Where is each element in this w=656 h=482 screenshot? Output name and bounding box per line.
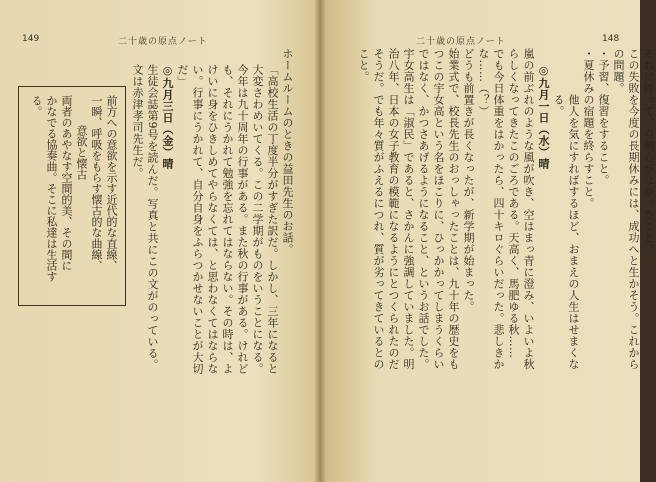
diary-date: ◎九月一日（水）晴: [537, 64, 550, 170]
poem-line: 意欲と懐古: [75, 125, 88, 180]
paragraph: ホームルームのときの益田先生のお話。: [281, 48, 294, 255]
paragraph: 他人を気にすればするほど、おまえの人生はせまくなる。: [552, 94, 580, 370]
body-text: [356, 48, 656, 378]
diary-date: ◎九月三日（金）晴: [161, 64, 174, 170]
page-number: 148: [602, 34, 620, 44]
right-page: [320, 0, 655, 482]
quote-paragraph: 「高校生活の丁度半分がすぎた訳だ。しかし、三年になると大変さわめいてくる。この二学期がものをいうことになる。今年は九十周年の行事がある。また秋の行事がある。けれども、それにうかれて勉強を忘れてはならない。その時は、よけいに身をひきしめてやらなくては、と思わなくてはならない。行事にうかれて、自分自身をふらつかせないことが大切だ」: [176, 64, 279, 375]
paragraph: 始業式で、校長先生のおっしゃったことは、九十年の歴史をもつこの宇女高という名をほこりに、ひっかかってしまうくらいではなく、かつさあげるようになること、というお話でした。宇女高生は「淑民」であると、さかんに強調していました。明治八年、日本の女子教育の模範になるようにとつくられたのだそうだ。でも年々質がふえるにつれ、質が劣ってきているとのこと。: [357, 48, 460, 370]
running-head: 二十歳の原点ノート: [118, 37, 208, 47]
poem-box: [18, 86, 126, 306]
paragraph: それに伴って、自制心がなかったこと。: [642, 48, 655, 255]
list-item: ・予習、復習をすること。: [597, 48, 610, 186]
body-text: [130, 48, 295, 378]
paragraph: どうも前置きが長くなったが、新学期が始まった。: [462, 48, 475, 313]
poem-line: 前方への意欲を示す近代的な直線、: [105, 95, 118, 271]
book-gutter: [314, 0, 326, 482]
poem-line: 両者のあやなす空間的美、その間に: [60, 95, 73, 271]
poem-line: かなでる協奏曲。そこに私達は生活する。: [30, 95, 58, 282]
paragraph: でも今日体重をはかったら、四十キロぐらいだった。悲しきかな……（？）: [477, 48, 505, 370]
list-item: ・夏休みの宿題を終らすこと。: [582, 48, 595, 209]
paragraph: 嵐の前ぶれのような風が吹き、空はまっ青に澄み、いよいよ秋らしくなってきたこのごろである。天高く、馬肥ゆる秋……: [507, 48, 535, 370]
page-number: 149: [22, 34, 40, 44]
left-page: [0, 0, 320, 482]
paragraph: この失敗を今度の長期休みには、成功へと生かそう。これからの問題。: [612, 48, 640, 370]
paragraph: 生徒会誌第9号を読んだ。写真と共にこの文がのっている。文は赤津孝司先生だ。: [131, 64, 159, 371]
running-head: 二十歳の原点ノート: [416, 37, 506, 47]
poem-line: 一瞬、呼吸をもらす懐古的な曲線、: [90, 95, 103, 271]
